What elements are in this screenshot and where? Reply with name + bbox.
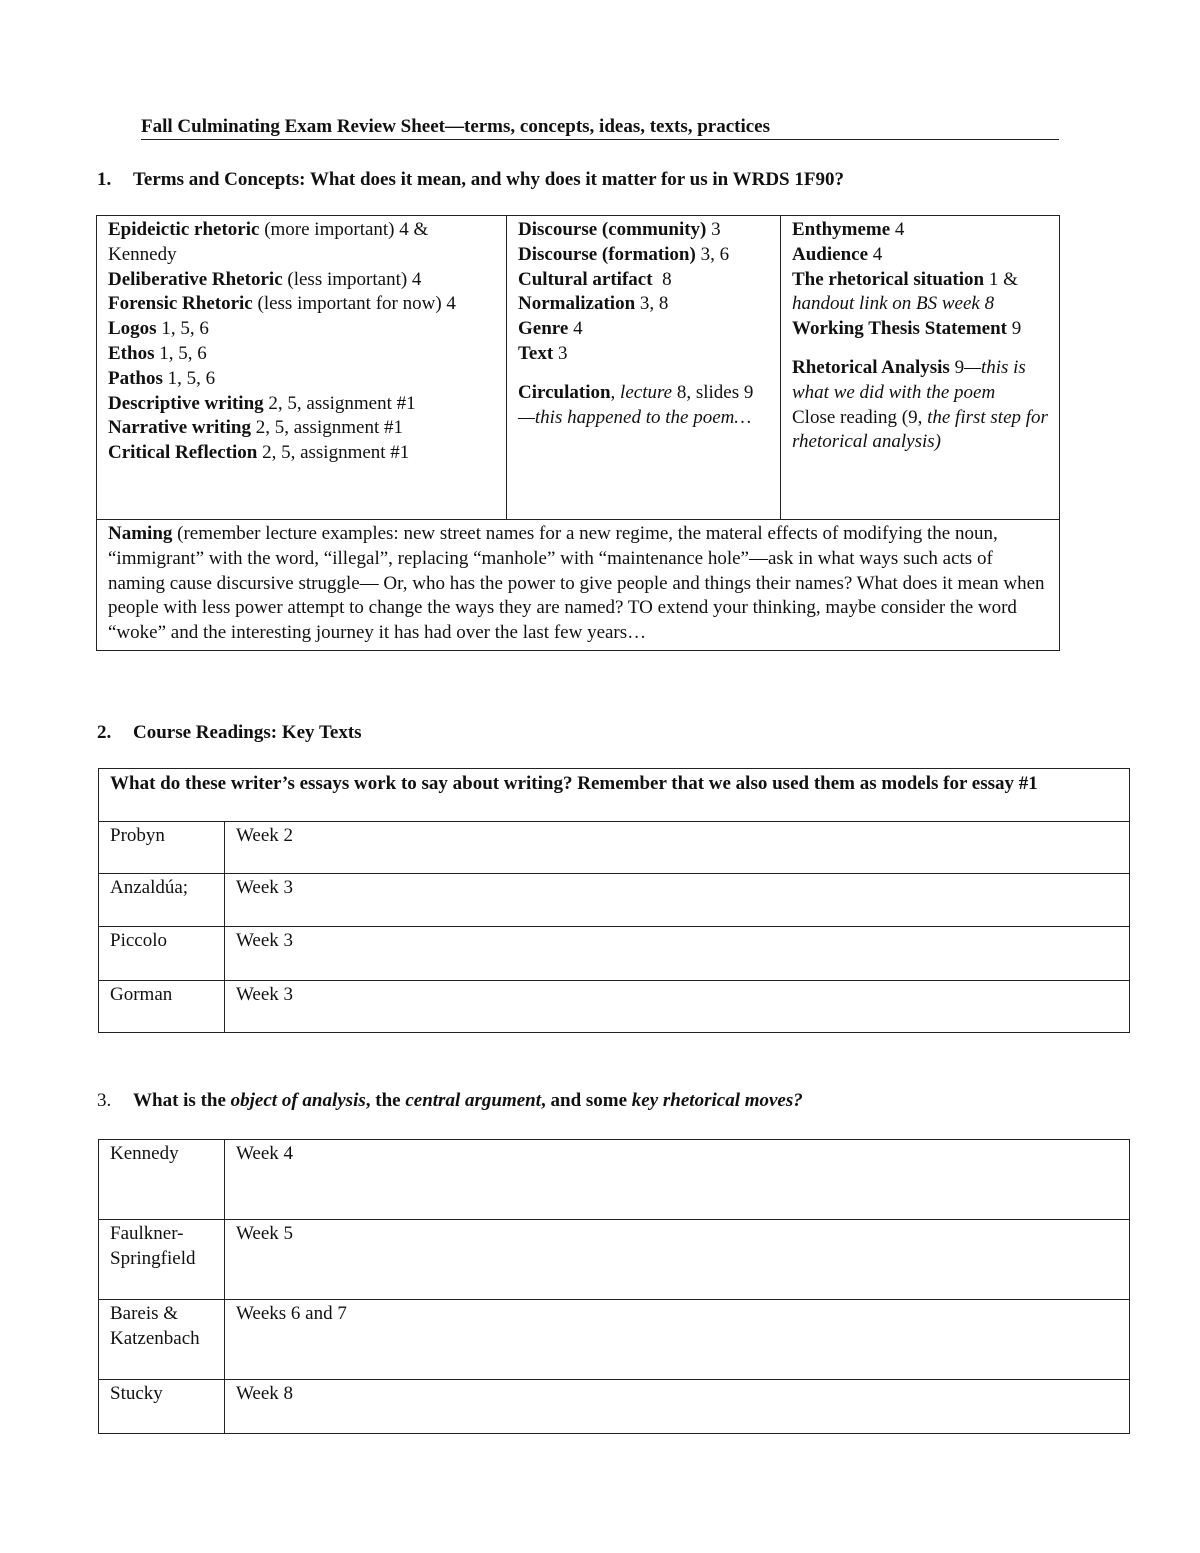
table-row bbox=[99, 981, 1130, 1033]
term-item-thesis: Working Thesis Statement 9 bbox=[792, 318, 1022, 340]
section-number: 2. bbox=[97, 722, 112, 743]
week-cell: Week 3 bbox=[225, 927, 1130, 981]
terms-column-2 bbox=[507, 216, 781, 520]
author-cell: Stucky bbox=[99, 1380, 225, 1434]
section-title: What is the object of analysis, the central argument, and some key rhetorical moves? bbox=[133, 1090, 803, 1111]
terms-table bbox=[96, 215, 1060, 651]
section-1-heading bbox=[97, 169, 844, 191]
author-cell: Anzaldúa; bbox=[99, 874, 225, 927]
term-item: Pathos 1, 5, 6 bbox=[108, 367, 216, 389]
author-cell: Kennedy bbox=[99, 1140, 225, 1220]
term-item: Enthymeme 4 bbox=[792, 219, 905, 240]
terms-column-1 bbox=[97, 216, 507, 520]
term-item: Critical Reflection 2, 5, assignment #1 bbox=[108, 442, 410, 464]
section-3-heading bbox=[97, 1090, 803, 1112]
term-item: Cultural artifact 8 bbox=[518, 268, 672, 290]
term-item: Forensic Rhetoric (less important for now) 4 bbox=[108, 293, 456, 315]
week-cell: Week 8 bbox=[225, 1380, 1130, 1434]
readings-table-header: What do these writer’s essays work to say about writing? Remember that we also used them as models for essay #1 bbox=[99, 769, 1130, 822]
section-number: 1. bbox=[97, 169, 112, 190]
readings-table bbox=[98, 768, 1130, 1033]
section-2-heading bbox=[97, 722, 362, 744]
term-item-close-reading: Close reading (9, the first step for rhetorical analysis) bbox=[792, 406, 1048, 453]
week-cell: Week 3 bbox=[225, 874, 1130, 927]
author-cell: Gorman bbox=[99, 981, 225, 1033]
table-row bbox=[99, 1380, 1130, 1434]
author-cell: Piccolo bbox=[99, 927, 225, 981]
table-row bbox=[99, 822, 1130, 874]
term-item: Audience 4 bbox=[792, 243, 883, 265]
term-item: Deliberative Rhetoric (less important) 4 bbox=[108, 268, 422, 290]
week-cell: Week 5 bbox=[225, 1220, 1130, 1300]
term-item-circulation: Circulation, lecture 8, slides 9—this happened to the poem… bbox=[518, 381, 754, 428]
term-item: Genre 4 bbox=[518, 318, 583, 340]
week-cell: Week 2 bbox=[225, 822, 1130, 874]
section-title: Terms and Concepts: What does it mean, and why does it matter for us in WRDS 1F90? bbox=[133, 169, 844, 190]
table-row bbox=[99, 1140, 1130, 1220]
term-item: Normalization 3, 8 bbox=[518, 293, 669, 315]
term-item: Epideictic rhetoric (more important) 4 & Kennedy bbox=[108, 219, 429, 265]
author-cell: Probyn bbox=[99, 822, 225, 874]
term-item: Narrative writing 2, 5, assignment #1 bbox=[108, 417, 403, 439]
table-row bbox=[99, 874, 1130, 927]
table-row bbox=[99, 927, 1130, 981]
terms-column-3 bbox=[781, 216, 1060, 520]
table-row bbox=[99, 1300, 1130, 1380]
table-row bbox=[99, 1220, 1130, 1300]
section-number: 3. bbox=[97, 1090, 112, 1111]
week-cell: Week 4 bbox=[225, 1140, 1130, 1220]
term-item: Discourse (formation) 3, 6 bbox=[518, 243, 730, 265]
term-item: Text 3 bbox=[518, 342, 568, 364]
author-cell: Faulkner-Springfield bbox=[99, 1220, 225, 1300]
term-item: Ethos 1, 5, 6 bbox=[108, 342, 207, 364]
term-item-situation: The rhetorical situation 1 & handout link on BS week 8 bbox=[792, 268, 1018, 315]
page-title: Fall Culminating Exam Review Sheet—terms, concepts, ideas, texts, practices bbox=[141, 116, 1059, 140]
week-cell: Weeks 6 and 7 bbox=[225, 1300, 1130, 1380]
week-cell: Week 3 bbox=[225, 981, 1130, 1033]
author-cell: Bareis & Katzenbach bbox=[99, 1300, 225, 1380]
analysis-table bbox=[98, 1139, 1130, 1434]
term-item-analysis: Rhetorical Analysis 9—this is what we did with the poem bbox=[792, 356, 1026, 403]
term-item: Discourse (community) 3 bbox=[518, 219, 721, 240]
naming-cell: Naming (remember lecture examples: new street names for a new regime, the materal effects of modifying the noun, “immigrant” with the word, “illegal”, replacing “manhole” with “maintenance hole”—ask in what ways such acts of naming cause discursive struggle— Or, who has the power to give people and things their names? What does it mean when people with less power attempt to change the ways they are named? TO extend your thinking, maybe consider the word “woke” and the interesting journey it has had over the last few years… bbox=[97, 520, 1060, 651]
section-title: Course Readings: Key Texts bbox=[133, 722, 362, 743]
term-item: Logos 1, 5, 6 bbox=[108, 318, 209, 340]
term-item: Descriptive writing 2, 5, assignment #1 bbox=[108, 392, 416, 414]
